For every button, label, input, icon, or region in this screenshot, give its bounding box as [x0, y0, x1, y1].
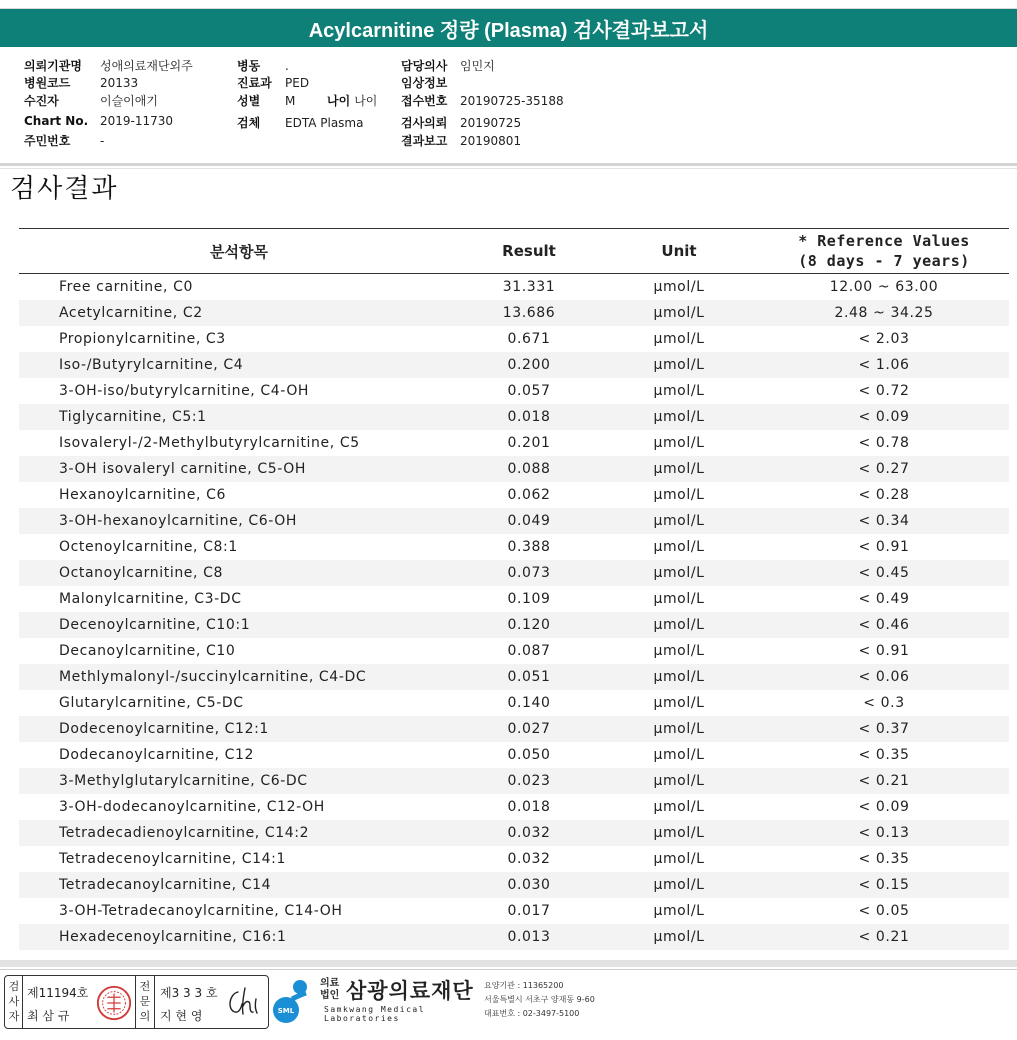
info-label: 나이 [327, 94, 351, 108]
unit-value: μmol/L [599, 872, 759, 898]
brand-name: 삼광의료재단 [346, 979, 474, 1003]
reference-value: < 0.72 [858, 383, 910, 399]
info-label: 검사의뢰 [401, 116, 448, 130]
reference-value: < 0.49 [858, 591, 910, 607]
analyte-name: Free carnitine, C0 [59, 279, 193, 295]
signature-icon [223, 984, 263, 1022]
table-row [19, 560, 1009, 586]
result-value: 0.051 [459, 664, 599, 690]
reference-value: < 0.3 [863, 695, 905, 711]
result-value: 0.201 [507, 435, 551, 451]
unit-value: μmol/L [599, 300, 759, 326]
unit-value: μmol/L [653, 695, 705, 711]
analyte-name: Propionylcarnitine, C3 [59, 331, 226, 347]
report-title: Acylcarnitine 정량 (Plasma) 검사결과보고서 [0, 9, 1017, 47]
unit-value: μmol/L [653, 279, 705, 295]
info-field [401, 74, 460, 91]
table-row [19, 872, 1009, 898]
unit-value: μmol/L [653, 331, 705, 347]
unit-value: μmol/L [599, 820, 759, 846]
table-row [19, 638, 1009, 664]
reference-value: < 0.05 [858, 903, 910, 919]
patient-info [0, 52, 1017, 164]
unit-value: μmol/L [653, 591, 705, 607]
reference-value: < 0.21 [759, 768, 1009, 794]
reference-value: < 0.35 [858, 851, 910, 867]
table-header-row [19, 229, 1009, 274]
info-field [401, 57, 495, 74]
analyte-name: Octenoylcarnitine, C8:1 [59, 539, 238, 555]
unit-value: μmol/L [653, 383, 705, 399]
table-row [19, 508, 1009, 534]
section-title: 검사결과 [10, 174, 119, 204]
table-row [19, 378, 1009, 404]
analyte-name: Methlymalonyl-/succinylcarnitine, C4-DC [19, 664, 459, 690]
reference-value: < 2.03 [858, 331, 910, 347]
info-field [24, 114, 173, 128]
result-value: 0.088 [459, 456, 599, 482]
info-field [24, 132, 104, 149]
info-field [24, 74, 138, 91]
divider [0, 168, 1017, 169]
info-label: 담당의사 [401, 59, 448, 73]
table-row [19, 300, 1009, 326]
table-row [19, 482, 1009, 508]
info-value: 20190725 [460, 116, 522, 130]
divider [135, 976, 136, 1028]
result-value: 0.388 [507, 539, 551, 555]
unit-value: μmol/L [653, 799, 705, 815]
info-value: 2019-11730 [100, 114, 174, 128]
table-row [19, 794, 1009, 820]
analyte-name: Acetylcarnitine, C2 [19, 300, 459, 326]
result-value: 0.049 [459, 508, 599, 534]
inspector-label: 검사자 [8, 980, 20, 1023]
inspector-license: 제11194호 [27, 986, 89, 1000]
inspector-name: 최 삼 규 [27, 1009, 70, 1023]
contact-line: 대표번호 : 02-3497-5100 [484, 1009, 580, 1018]
reference-value: < 0.35 [858, 747, 910, 763]
analyte-name: Tiglycarnitine, C5:1 [19, 404, 459, 430]
divider [0, 163, 1017, 166]
info-value: 20190801 [460, 134, 522, 148]
table-row [19, 924, 1009, 950]
unit-value: μmol/L [653, 539, 705, 555]
result-value: 0.073 [459, 560, 599, 586]
analyte-name: Hexadecenoylcarnitine, C16:1 [19, 924, 459, 950]
analyte-name: Glutarylcarnitine, C5-DC [59, 695, 244, 711]
reference-value: < 0.13 [759, 820, 1009, 846]
info-value: . [285, 59, 289, 73]
result-value: 31.331 [502, 279, 556, 295]
reference-value: < 0.28 [858, 487, 910, 503]
info-value: - [100, 134, 105, 148]
info-label: 성별 [237, 94, 261, 108]
analyte-name: Octanoylcarnitine, C8 [19, 560, 459, 586]
divider [22, 976, 23, 1028]
brand-block [318, 975, 488, 1027]
info-field [24, 92, 158, 109]
footer-divider [0, 960, 1017, 967]
table-row [19, 404, 1009, 430]
result-value: 13.686 [459, 300, 599, 326]
unit-value: μmol/L [599, 612, 759, 638]
analyte-name: Dodecanoylcarnitine, C12 [59, 747, 255, 763]
reference-value: < 0.27 [759, 456, 1009, 482]
info-label: 수진자 [24, 94, 59, 108]
brand-english-name: Samkwang Medical Laboratories [324, 1005, 426, 1023]
result-value: 0.200 [459, 352, 599, 378]
analyte-name: 3-Methylglutarylcarnitine, C6-DC [19, 768, 459, 794]
header-reference [759, 229, 1009, 274]
analyte-name: 3-OH-iso/butyrylcarnitine, C4-OH [59, 383, 310, 399]
info-field [401, 92, 564, 109]
reference-value: < 1.06 [759, 352, 1009, 378]
result-value: 0.120 [459, 612, 599, 638]
result-value: 0.017 [507, 903, 551, 919]
analyte-name: Decenoylcarnitine, C10:1 [19, 612, 459, 638]
specialist-name: 지 현 영 [160, 1009, 203, 1023]
result-value: 0.030 [459, 872, 599, 898]
result-value: 0.018 [459, 404, 599, 430]
reference-value: < 0.09 [759, 404, 1009, 430]
unit-value: μmol/L [653, 435, 705, 451]
result-value: 0.032 [507, 851, 551, 867]
table-row [19, 274, 1009, 301]
info-label: 접수번호 [401, 94, 448, 108]
reference-value: < 0.78 [858, 435, 910, 451]
reference-value: 2.48 ~ 34.25 [759, 300, 1009, 326]
unit-value: μmol/L [599, 924, 759, 950]
info-label: 주민번호 [24, 134, 71, 148]
table-row [19, 352, 1009, 378]
info-value: 20190725-35188 [460, 94, 564, 108]
header-reference-line2: (8 days - 7 years) [798, 252, 970, 270]
info-value: 나이 [354, 94, 378, 108]
info-label: 검체 [237, 116, 261, 130]
analyte-name: Tetradecanoylcarnitine, C14 [19, 872, 459, 898]
table-row [19, 716, 1009, 742]
info-label: 병원코드 [24, 76, 71, 90]
unit-value: μmol/L [599, 404, 759, 430]
table-row [19, 768, 1009, 794]
table-row [19, 456, 1009, 482]
reference-value: < 0.91 [858, 539, 910, 555]
info-field [24, 57, 193, 74]
unit-value: μmol/L [599, 508, 759, 534]
result-value: 0.018 [507, 799, 551, 815]
table-row [19, 742, 1009, 768]
info-field [401, 114, 521, 131]
reference-value: < 0.37 [759, 716, 1009, 742]
seal-stamp-icon [95, 984, 133, 1022]
result-value: 0.671 [507, 331, 551, 347]
reference-value: < 0.21 [759, 924, 1009, 950]
analyte-name: Decanoylcarnitine, C10 [59, 643, 236, 659]
unit-value: μmol/L [653, 487, 705, 503]
info-field [237, 92, 295, 109]
reference-value: < 0.15 [759, 872, 1009, 898]
result-value: 0.050 [507, 747, 551, 763]
unit-value: μmol/L [599, 716, 759, 742]
logo-text: SML [277, 1007, 295, 1015]
contact-line: 요양기관 : 11365200 [484, 981, 564, 990]
report-footer [4, 975, 1014, 1035]
analyte-name: Tetradecadienoylcarnitine, C14:2 [19, 820, 459, 846]
footer-divider [0, 969, 1017, 970]
contact-line: 서울특별시 서초구 양재동 9-60 [484, 995, 595, 1004]
info-label: 의뢰기관명 [24, 59, 82, 73]
analyte-name: 3-OH-dodecanoylcarnitine, C12-OH [59, 799, 325, 815]
signature-box [4, 975, 269, 1029]
table-row [19, 820, 1009, 846]
table-row [19, 664, 1009, 690]
info-field [237, 57, 289, 74]
table-row [19, 430, 1009, 456]
info-value: PED [285, 76, 310, 90]
analyte-name: 3-OH isovaleryl carnitine, C5-OH [19, 456, 459, 482]
header-result: Result [459, 229, 599, 274]
reference-value: < 0.46 [759, 612, 1009, 638]
divider [154, 976, 155, 1028]
result-value: 0.027 [459, 716, 599, 742]
results-table [19, 228, 1009, 950]
analyte-name: Iso-/Butyrylcarnitine, C4 [19, 352, 459, 378]
unit-value: μmol/L [599, 664, 759, 690]
info-label: 병동 [237, 59, 261, 73]
info-value: 20133 [100, 76, 139, 90]
table-row [19, 326, 1009, 352]
unit-value: μmol/L [599, 560, 759, 586]
unit-value: μmol/L [653, 643, 705, 659]
table-row [19, 586, 1009, 612]
analyte-name: Tetradecenoylcarnitine, C14:1 [59, 851, 286, 867]
analyte-name: Hexanoylcarnitine, C6 [59, 487, 226, 503]
unit-value: μmol/L [599, 768, 759, 794]
reference-value: < 0.45 [759, 560, 1009, 586]
table-row [19, 612, 1009, 638]
analyte-name: 3-OH-Tetradecanoylcarnitine, C14-OH [59, 903, 343, 919]
unit-value: μmol/L [653, 851, 705, 867]
unit-value: μmol/L [653, 747, 705, 763]
specialist-label: 전문의 [139, 980, 151, 1023]
info-value: EDTA Plasma [285, 116, 364, 130]
reference-value: < 0.09 [858, 799, 910, 815]
result-value: 0.140 [507, 695, 551, 711]
specialist-license: 제3 3 3 호 [160, 986, 218, 1000]
reference-value: < 0.34 [759, 508, 1009, 534]
sml-logo-icon [272, 977, 314, 1025]
table-row [19, 534, 1009, 560]
info-field [401, 132, 521, 149]
info-label: Chart No. [24, 114, 89, 128]
result-value: 0.013 [459, 924, 599, 950]
info-label: 진료과 [237, 76, 272, 90]
header-unit: Unit [599, 229, 759, 274]
info-field [237, 74, 309, 91]
analyte-name: Isovaleryl-/2-Methylbutyrylcarnitine, C5 [59, 435, 360, 451]
info-value: 이슬이애기 [100, 94, 158, 108]
top-border [0, 0, 1017, 9]
analyte-name: Dodecenoylcarnitine, C12:1 [19, 716, 459, 742]
info-value: 임민지 [460, 59, 495, 73]
table-row [19, 846, 1009, 872]
analyte-name: Malonylcarnitine, C3-DC [59, 591, 242, 607]
result-value: 0.023 [459, 768, 599, 794]
table-row [19, 690, 1009, 716]
header-item: 분석항목 [19, 229, 459, 274]
reference-value: < 0.91 [858, 643, 910, 659]
contact-info [484, 979, 595, 1021]
info-field [237, 114, 363, 131]
result-value: 0.109 [507, 591, 551, 607]
reference-value: 12.00 ~ 63.00 [829, 279, 939, 295]
info-field-age [327, 92, 377, 109]
analyte-name: 3-OH-hexanoylcarnitine, C6-OH [19, 508, 459, 534]
result-value: 0.057 [507, 383, 551, 399]
result-value: 0.032 [459, 820, 599, 846]
header-reference-line1: * Reference Values [798, 232, 970, 250]
unit-value: μmol/L [599, 456, 759, 482]
table-row [19, 898, 1009, 924]
info-value: 성애의료재단외주 [100, 59, 193, 73]
unit-value: μmol/L [653, 903, 705, 919]
info-label: 임상정보 [401, 76, 448, 90]
info-value: M [285, 94, 296, 108]
unit-value: μmol/L [599, 352, 759, 378]
brand-corp-label: 의료 법인 [320, 978, 340, 1001]
result-value: 0.062 [507, 487, 551, 503]
reference-value: < 0.06 [759, 664, 1009, 690]
info-label: 결과보고 [401, 134, 448, 148]
result-value: 0.087 [507, 643, 551, 659]
